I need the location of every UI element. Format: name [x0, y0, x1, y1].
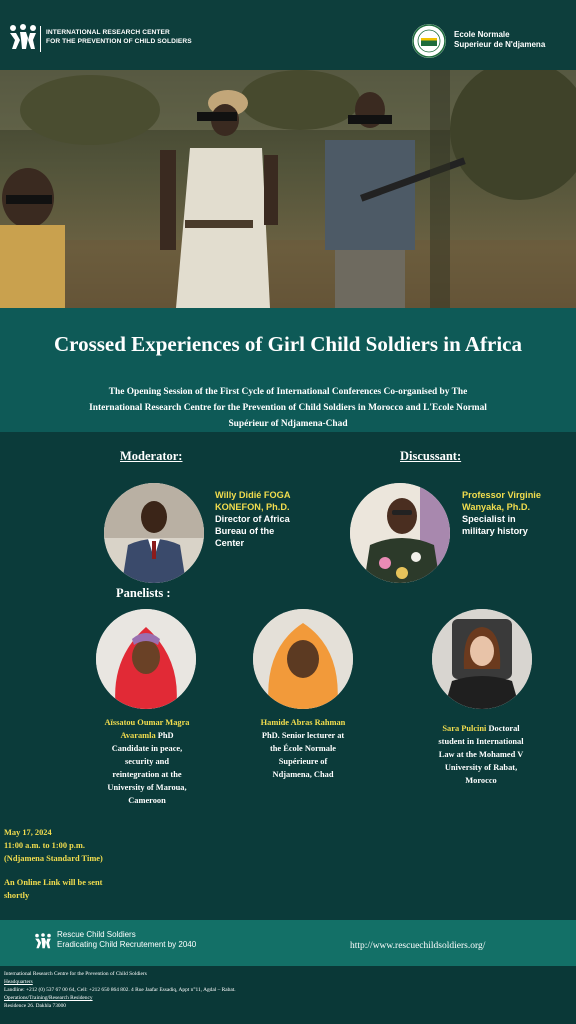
- ens-name-line2: Superieur de N'djamena: [454, 40, 546, 49]
- website-link[interactable]: http://www.rescuechildsoldiers.org/: [350, 941, 486, 951]
- discussant-desc-line1: Specialist in: [462, 514, 516, 524]
- address-headquarters: Headquarters: [4, 979, 33, 985]
- footer-tagline-line2: Eradicating Child Recrutement by 2040: [57, 940, 197, 949]
- org-name: [46, 28, 192, 46]
- event-date: May 17, 2024: [4, 828, 52, 837]
- panelist-1-after-name: PhD: [155, 731, 174, 740]
- footer-address: [4, 970, 236, 1010]
- panelist-1-line: security and: [125, 757, 169, 766]
- panelist-2-line: the École Normale: [269, 744, 337, 753]
- panelist-3-after-name: Doctoral: [486, 724, 520, 733]
- panelist-2-line: PhD. Senior lecturer at: [261, 731, 345, 740]
- event-time: 11:00 a.m. to 1:00 p.m.: [4, 841, 85, 850]
- moderator-avatar: [104, 483, 204, 583]
- org-name-line1: INTERNATIONAL RESEARCH CENTER: [46, 29, 170, 36]
- moderator-heading: Moderator:: [120, 449, 183, 463]
- page-title: Crossed Experiences of Girl Child Soldiers in Africa: [53, 332, 523, 356]
- panelist-2-name-line1: Hamide Abras Rahman: [260, 718, 346, 727]
- subtitle-line1: The Opening Session of the First Cycle of International Conferences Co-organised by The: [108, 387, 468, 397]
- panelist-2-line: Ndjamena, Chad: [272, 770, 334, 779]
- event-timezone: (Ndjamena Standard Time): [4, 854, 103, 863]
- discussant-name-line1: Professor Virginie: [462, 490, 541, 500]
- moderator-name-line1: Willy Didié FOGA: [215, 490, 291, 500]
- panelist-1-line: University of Maroua,: [107, 783, 187, 792]
- ens-seal-icon: [412, 24, 446, 58]
- ens-name-line1: Ecole Normale: [454, 30, 510, 39]
- panelist-1-name-row: [72, 729, 222, 742]
- panelist-text-3: [406, 722, 556, 787]
- subtitle: [40, 384, 536, 432]
- panelist-3-line: Morocco: [465, 776, 497, 785]
- panelist-1-name-line2: Avaramla: [120, 731, 156, 740]
- panelist-text-2: [228, 716, 378, 781]
- moderator-desc-line1: Director of Africa: [215, 514, 290, 524]
- org-name-line2: FOR THE PREVENTION OF CHILD SOLDIERS: [46, 38, 192, 45]
- footer-tagline: [57, 930, 196, 950]
- panelist-3-line: University of Rabat,: [444, 763, 518, 772]
- discussant-avatar: [350, 483, 450, 583]
- discussant-desc-line2: military history: [462, 526, 528, 536]
- discussant-heading: Discussant:: [400, 449, 462, 463]
- discussant-name-line2: Wanyaka, Ph.D.: [462, 502, 531, 512]
- panelist-3-line: student in International: [438, 737, 524, 746]
- child-soldiers-photo: [0, 70, 576, 308]
- footer-tagline-line1: Rescue Child Soldiers: [57, 930, 136, 939]
- address-line5: Residence 26. Dakhla 73000: [4, 1003, 66, 1009]
- panelists-heading: Panelists :: [116, 586, 171, 600]
- moderator-name-line2: KONEFON, Ph.D.: [215, 502, 290, 512]
- subtitle-line2: International Research Centre for the Prevention of Child Soldiers in Morocco and L'Ecole Normal: [89, 403, 487, 413]
- panelist-avatar-3: [432, 609, 532, 709]
- logo-divider: [40, 26, 41, 52]
- panelist-2-line: Supérieure of: [278, 757, 328, 766]
- event-datetime: [4, 826, 103, 865]
- online-note-line2: shortly: [4, 891, 30, 900]
- panelist-3-line: Law at the Mohamed V: [438, 750, 524, 759]
- panelist-1-line: Candidate in peace,: [111, 744, 183, 753]
- moderator-info: [215, 489, 290, 549]
- rescue-child-soldiers-logo-icon: [8, 24, 38, 50]
- footer-logo-icon: [34, 933, 52, 949]
- subtitle-line3: Supérieur of Ndjamena-Chad: [228, 419, 348, 429]
- ens-name: [454, 30, 545, 50]
- discussant-info: [462, 489, 541, 537]
- address-line4: Operations/Training/Research Residency: [4, 995, 93, 1001]
- address-line3: Landline: +212 (0) 537 67 00 64, Cell: +212 650 864 802. 4 Rue Jaafar Essadiq, Appt n°11, Agdal – Rabat.: [4, 987, 236, 993]
- moderator-desc-line2: Bureau of the: [215, 526, 275, 536]
- moderator-desc-line3: Center: [215, 538, 245, 548]
- panelist-1-line: Cameroon: [128, 796, 166, 805]
- panelist-1-name-line1: Aïssatou Oumar Magra: [104, 718, 190, 727]
- address-line1: International Research Centre for the Prevention of Child Soldiers: [4, 971, 147, 977]
- panelist-avatar-2: [253, 609, 353, 709]
- panelist-3-name-row: [406, 722, 556, 735]
- panelist-3-name-line1: Sara Pulcini: [442, 724, 487, 733]
- event-online-note: [4, 876, 102, 902]
- online-note-line1: An Online Link will be sent: [4, 878, 103, 887]
- panelist-1-line: reintegration at the: [112, 770, 182, 779]
- panelist-avatar-1: [96, 609, 196, 709]
- panelist-text-1: [72, 716, 222, 807]
